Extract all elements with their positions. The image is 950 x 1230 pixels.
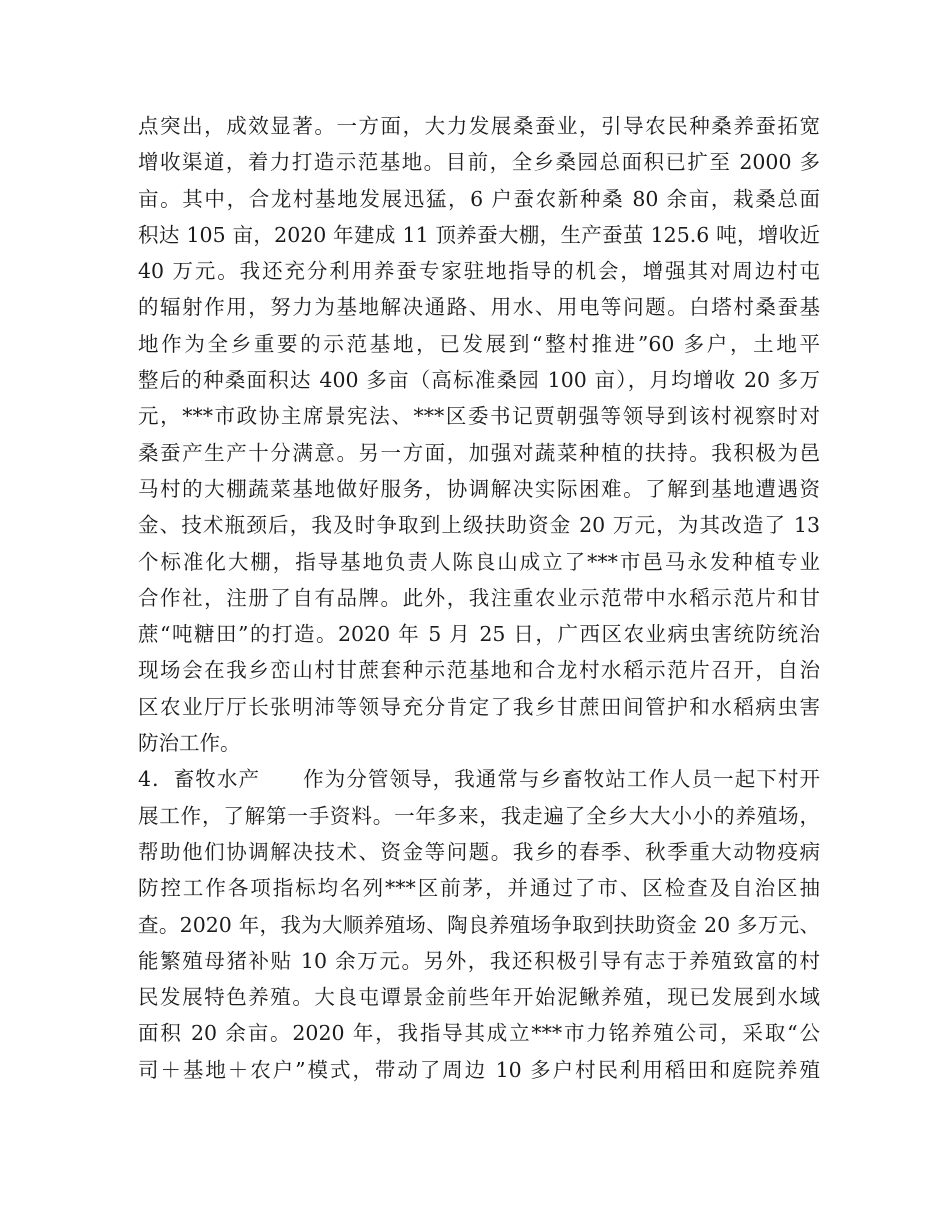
text-line: 帮助他们协调解决技术、资金等问题。我乡的春季、秋季重大动物疫病: [138, 839, 820, 864]
text-line: 整后的种桑面积达 400 多亩（高标准桑园 100 亩），月均增收 20 多万: [138, 368, 820, 393]
text-line: 增收渠道，着力打造示范基地。目前，全乡桑园总面积已扩至 2000 多: [138, 150, 820, 175]
text-line: 防控工作各项指标均名列***区前茅，并通过了市、区检查及自治区抽: [138, 876, 820, 901]
text-line: 防治工作。: [138, 731, 241, 756]
text-line: 能繁殖母猪补贴 10 余万元。另外，我还积极引导有志于养殖致富的村: [138, 948, 820, 973]
document-page: [138, 108, 820, 1088]
text-line: 亩。其中，合龙村基地发展迅猛，6 户蚕农新种桑 80 余亩，栽桑总面: [138, 186, 820, 211]
text-line: 40 万元。我还充分利用养蚕专家驻地指导的机会，增强其对周边村屯: [138, 259, 820, 284]
text-line: 桑蚕产生产十分满意。另一方面，加强对蔬菜种植的扶持。我积极为邑: [138, 440, 820, 465]
text-line: 个标准化大棚，指导基地负责人陈良山成立了***市邑马永发种植专业: [138, 549, 820, 574]
text-line: 区农业厅厅长张明沛等领导充分肯定了我乡甘蔗田间管护和水稻病虫害: [138, 694, 820, 719]
text-line: 马村的大棚蔬菜基地做好服务，协调解决实际困难。了解到基地遭遇资: [138, 476, 820, 501]
text-line: 地作为全乡重要的示范基地，已发展到“整村推进”60 多户，土地平: [138, 331, 820, 356]
text-line: 民发展特色养殖。大良屯谭景金前些年开始泥鳅养殖，现已发展到水域: [138, 985, 820, 1010]
text-line: 现场会在我乡峦山村甘蔗套种示范基地和合龙村水稻示范片召开，自治: [138, 658, 820, 683]
text-line: 蔗“吨糖田”的打造。2020 年 5 月 25 日，广西区农业病虫害统防统治: [138, 622, 820, 647]
text-line: 金、技术瓶颈后，我及时争取到上级扶助资金 20 万元，为其改造了 13: [138, 513, 820, 538]
text-line: 司＋基地＋农户”模式，带动了周边 10 多户村民利用稻田和庭院养殖: [138, 1057, 820, 1082]
section-heading-line: 4．畜牧水产 作为分管领导，我通常与乡畜牧站工作人员一起下村开: [138, 767, 820, 792]
text-line: 积达 105 亩，2020 年建成 11 顶养蚕大棚，生产蚕茧 125.6 吨，增收近: [138, 222, 820, 247]
text-line: 展工作，了解第一手资料。一年多来，我走遍了全乡大大小小的养殖场，: [138, 803, 820, 828]
text-line: 点突出，成效显著。一方面，大力发展桑蚕业，引导农民种桑养蚕拓宽: [138, 114, 820, 138]
text-line: 面积 20 余亩。2020 年，我指导其成立***市力铭养殖公司，采取“公: [138, 1021, 820, 1046]
text-line: 合作社，注册了自有品牌。此外，我注重农业示范带中水稻示范片和甘: [138, 585, 820, 610]
text-line: 元，***市政协主席景宪法、***区委书记贾朝强等领导到该村视察时对: [138, 404, 820, 429]
text-line: 查。2020 年，我为大顺养殖场、陶良养殖场争取到扶助资金 20 多万元、: [138, 912, 820, 937]
text-line: 的辐射作用，努力为基地解决通路、用水、用电等问题。白塔村桑蚕基: [138, 295, 820, 320]
